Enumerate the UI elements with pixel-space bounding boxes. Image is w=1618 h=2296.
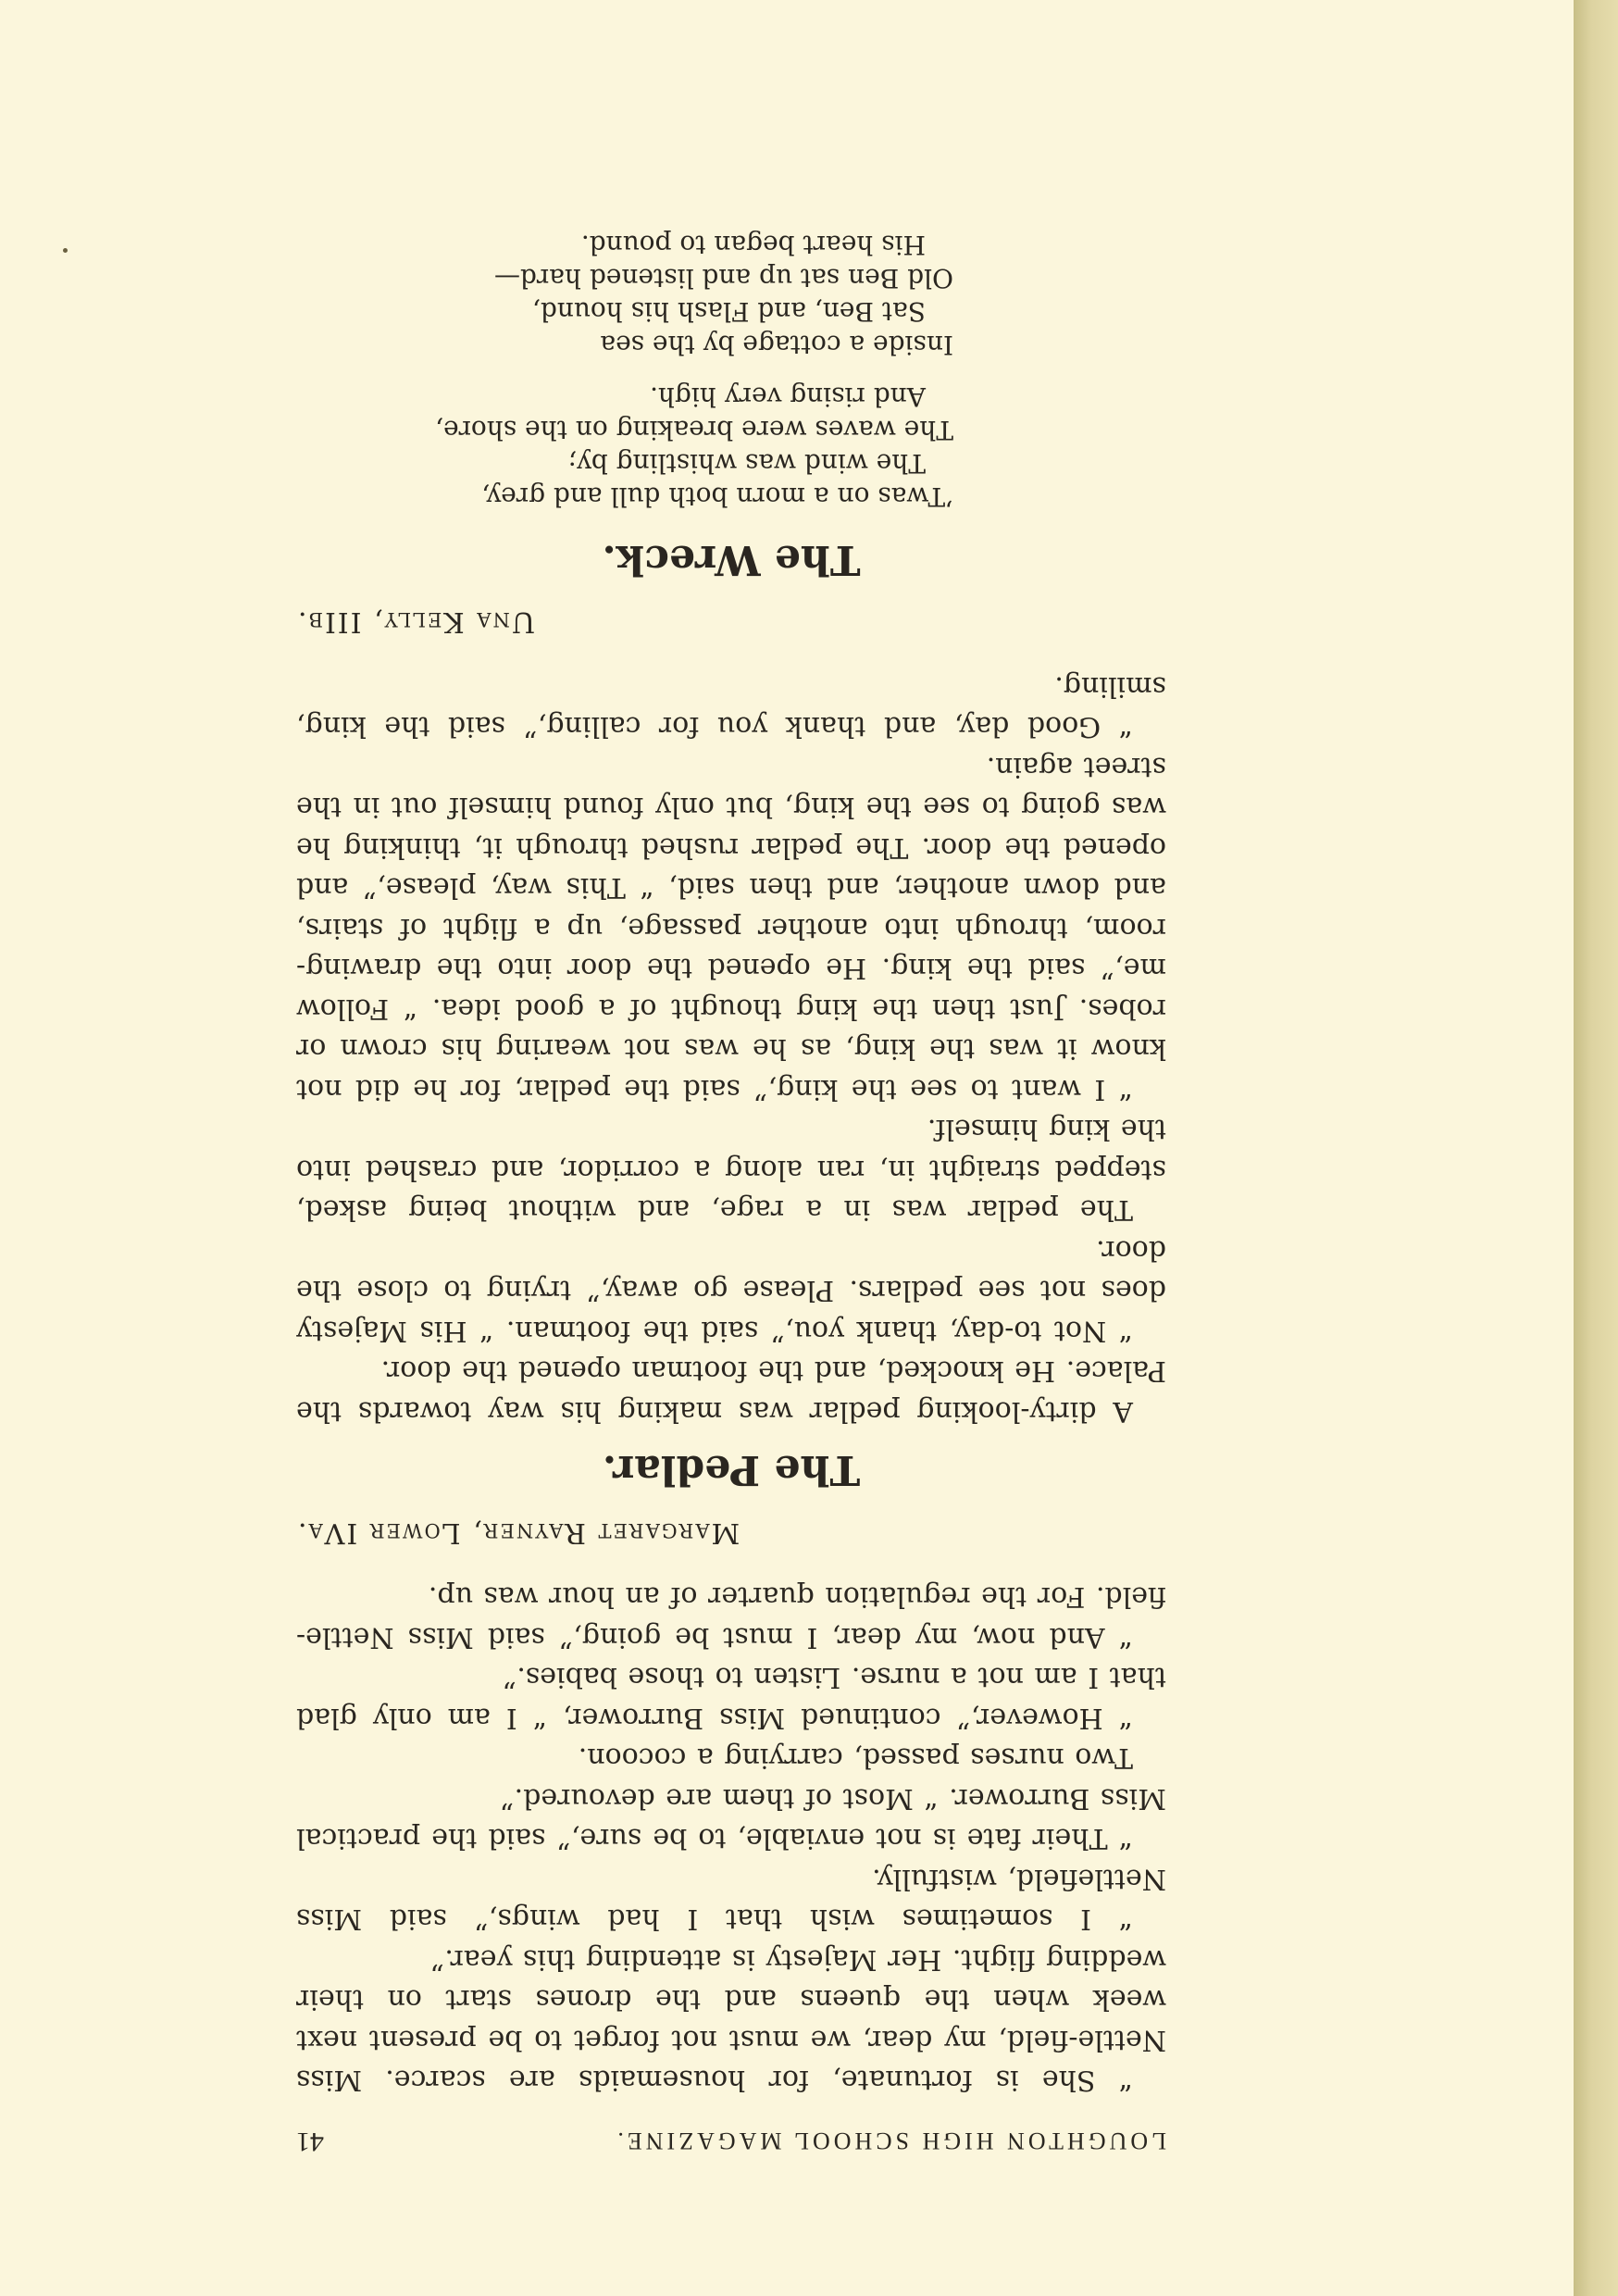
pedlar-paragraph: “ Not to-day, thank you,” said the footman. “ His Majesty does not see pedlars. Please go away,” trying to close the door. [296, 1234, 1166, 1347]
paper-speck [63, 248, 68, 253]
pedlar-title: The Pedlar. [602, 1446, 861, 1494]
pedlar-paragraph: “ Good day, and thank you for calling,” said the king, smiling. [296, 670, 1166, 743]
poem-wreck [296, 229, 1166, 583]
poem-line: Sat Ben, and Flash his hound, [532, 296, 926, 328]
story1-paragraph: “ Their fate is not enviable, to be sure,” said the practical Miss Burrower. “ Most of them are devoured.” [296, 1782, 1166, 1855]
poem-stanza [296, 229, 953, 362]
poem-title: The Wreck. [602, 536, 861, 583]
story1-paragraph: “ However,” continued Miss Burrower, “ I am only glad that I am not a nurse. Listen to those babies.” [296, 1661, 1166, 1734]
running-head [296, 2121, 1166, 2163]
story-pedlar [296, 602, 1166, 1494]
pedlar-byline: Una Kelly, IIIb. [296, 605, 536, 639]
poem-line: ’Twas on a morn both dull and grey, [481, 481, 953, 513]
poem-line: Inside a cottage by the sea [600, 330, 953, 361]
poem-line: Old Ben sat up and listened hard— [493, 263, 953, 294]
poem-stanza [296, 381, 953, 514]
pedlar-paragraph: “ I want to see the king,” said the pedlar, for he did not know it was the king, as he was not wearing his crown or robes. Just then the king thought of a good idea. “ Follow me,” said the king. He opened the door into the drawing-room, through into another passage, up a flight of stairs, and down another, and then said, “ This way, please,” and opened the door. The pedlar rushed through it, thinking he was going to see the king, but only found himself out in the street again. [296, 751, 1166, 1105]
story1-paragraph: “ She is fortunate, for housemaids are scarce. Miss Nettle-field, my dear, we must not forget to be present next week when the queens and the drones start on their wedding flight. Her Majesty is attending this year.” [296, 1943, 1166, 2097]
story1-byline: Margaret Rayner, Lower IVa. [296, 1516, 741, 1549]
story1-paragraph: “ And now, my dear, I must be going,” said Miss Nettle-field. For the regulation quarter of an hour was up. [296, 1580, 1166, 1653]
poem-line: The wind was whistling by; [567, 448, 926, 480]
text-block [296, 210, 1166, 2163]
story1-paragraph: “ I sometimes wish that I had wings,” said Miss Nettlefield, wistfully. [296, 1863, 1166, 1936]
poem-body [296, 229, 953, 514]
poem-line: The waves were breaking on the shore, [435, 415, 953, 446]
story-continued [296, 1513, 1166, 2101]
pedlar-paragraph: A dirty-looking pedlar was making his way towards the Palace. He knocked, and the footman opened the door. [296, 1354, 1166, 1428]
poem-line: And rising very high. [650, 381, 926, 413]
running-title: LOUGHTON HIGH SCHOOL MAGAZINE. [614, 2128, 1166, 2154]
story1-paragraph: Two nurses passed, carrying a cocoon. [578, 1741, 1133, 1775]
pedlar-paragraph: The pedlar was in a rage, and without being asked, stepped straight in, ran along a corridor, and crashed into the king himself. [296, 1113, 1166, 1227]
poem-line: His heart began to pound. [580, 230, 926, 261]
page-edge [1574, 0, 1618, 2296]
page-number: 41 [296, 2127, 324, 2157]
